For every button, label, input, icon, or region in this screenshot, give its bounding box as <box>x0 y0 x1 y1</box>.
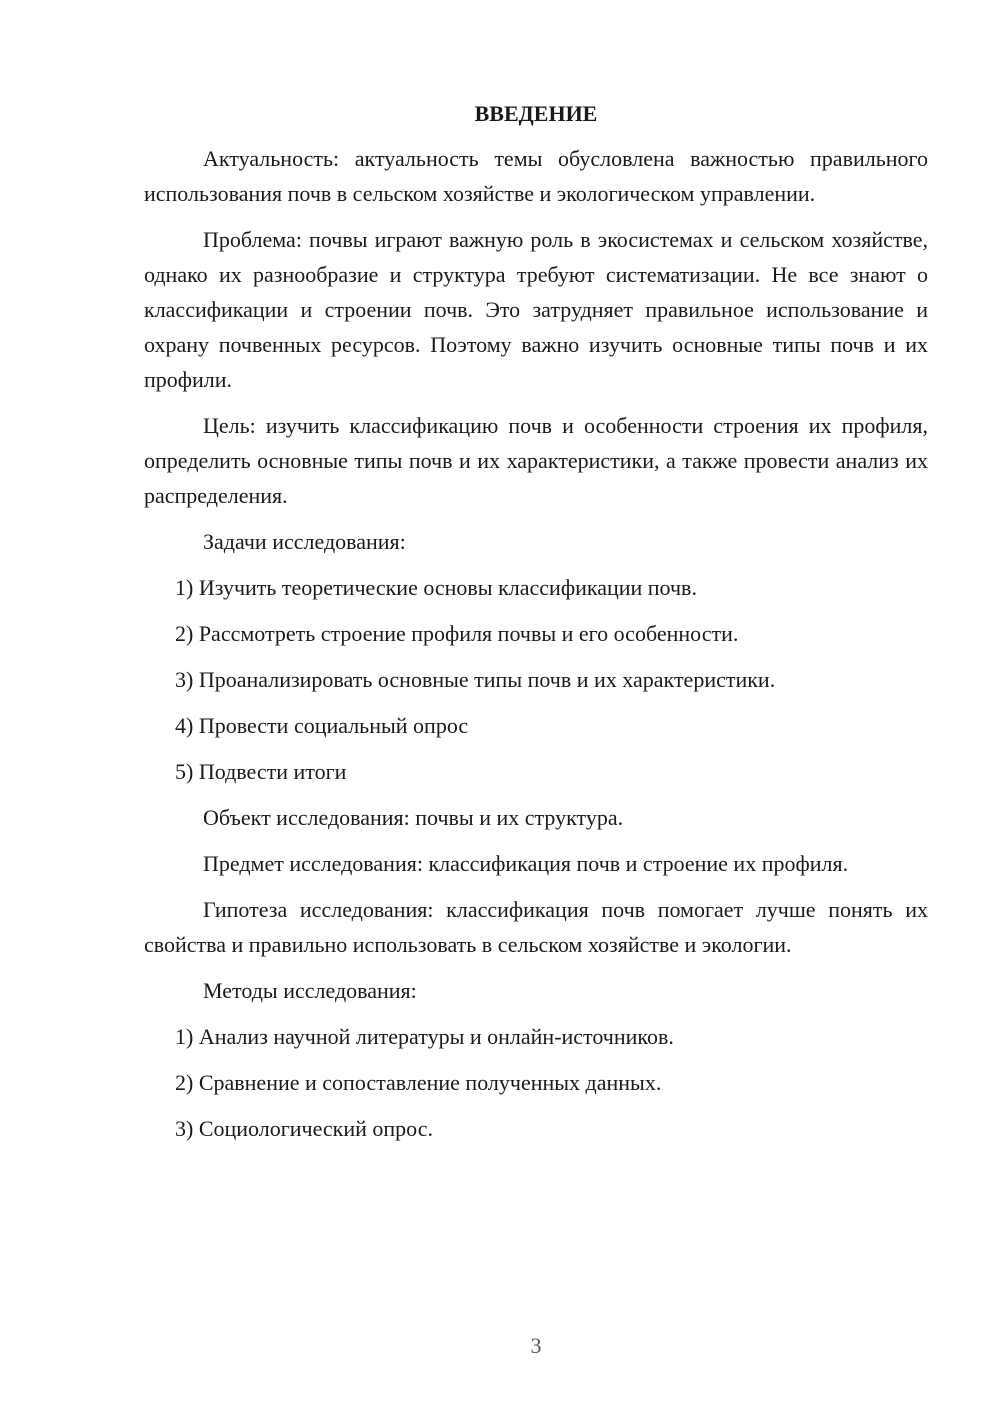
task-item-4: 4) Провести социальный опрос <box>175 713 469 738</box>
method-item-3: 3) Социологический опрос. <box>175 1116 433 1141</box>
page-number: 3 <box>530 1333 542 1358</box>
task-item-1: 1) Изучить теоретические основы классификации почв. <box>175 575 697 600</box>
task-item-5: 5) Подвести итоги <box>175 759 347 784</box>
relevance-paragraph: Актуальность: актуальность темы обусловлена важностью правильного использования почв в сельском хозяйстве и экологическом управлении. <box>144 146 928 206</box>
method-item-2: 2) Сравнение и сопоставление полученных данных. <box>175 1070 662 1095</box>
document-body <box>144 96 928 1157</box>
methods-heading: Методы исследования: <box>203 978 417 1003</box>
subject-paragraph: Предмет исследования: классификация почв и строение их профиля. <box>203 851 849 876</box>
goal-paragraph: Цель: изучить классификацию почв и особенности строения их профиля, определить основные типы почв и их характеристики, а также провести анализ их распределения. <box>144 413 928 508</box>
object-paragraph: Объект исследования: почвы и их структура. <box>203 805 624 830</box>
method-item-1: 1) Анализ научной литературы и онлайн-источников. <box>175 1024 674 1049</box>
section-title: ВВЕДЕНИЕ <box>474 101 598 126</box>
task-item-3: 3) Проанализировать основные типы почв и их характеристики. <box>175 667 776 692</box>
problem-paragraph: Проблема: почвы играют важную роль в экосистемах и сельском хозяйстве, однако их разнообразие и структура требуют систематизации. Не все знают о классификации и строении почв. Это затрудняет правильное использование и охрану почвенных ресурсов. Поэтому важно изучить основные типы почв и их профили. <box>144 227 928 392</box>
tasks-heading: Задачи исследования: <box>203 529 406 554</box>
task-item-2: 2) Рассмотреть строение профиля почвы и его особенности. <box>175 621 739 646</box>
hypothesis-paragraph: Гипотеза исследования: классификация почв помогает лучше понять их свойства и правильно использовать в сельском хозяйстве и экологии. <box>144 897 928 957</box>
